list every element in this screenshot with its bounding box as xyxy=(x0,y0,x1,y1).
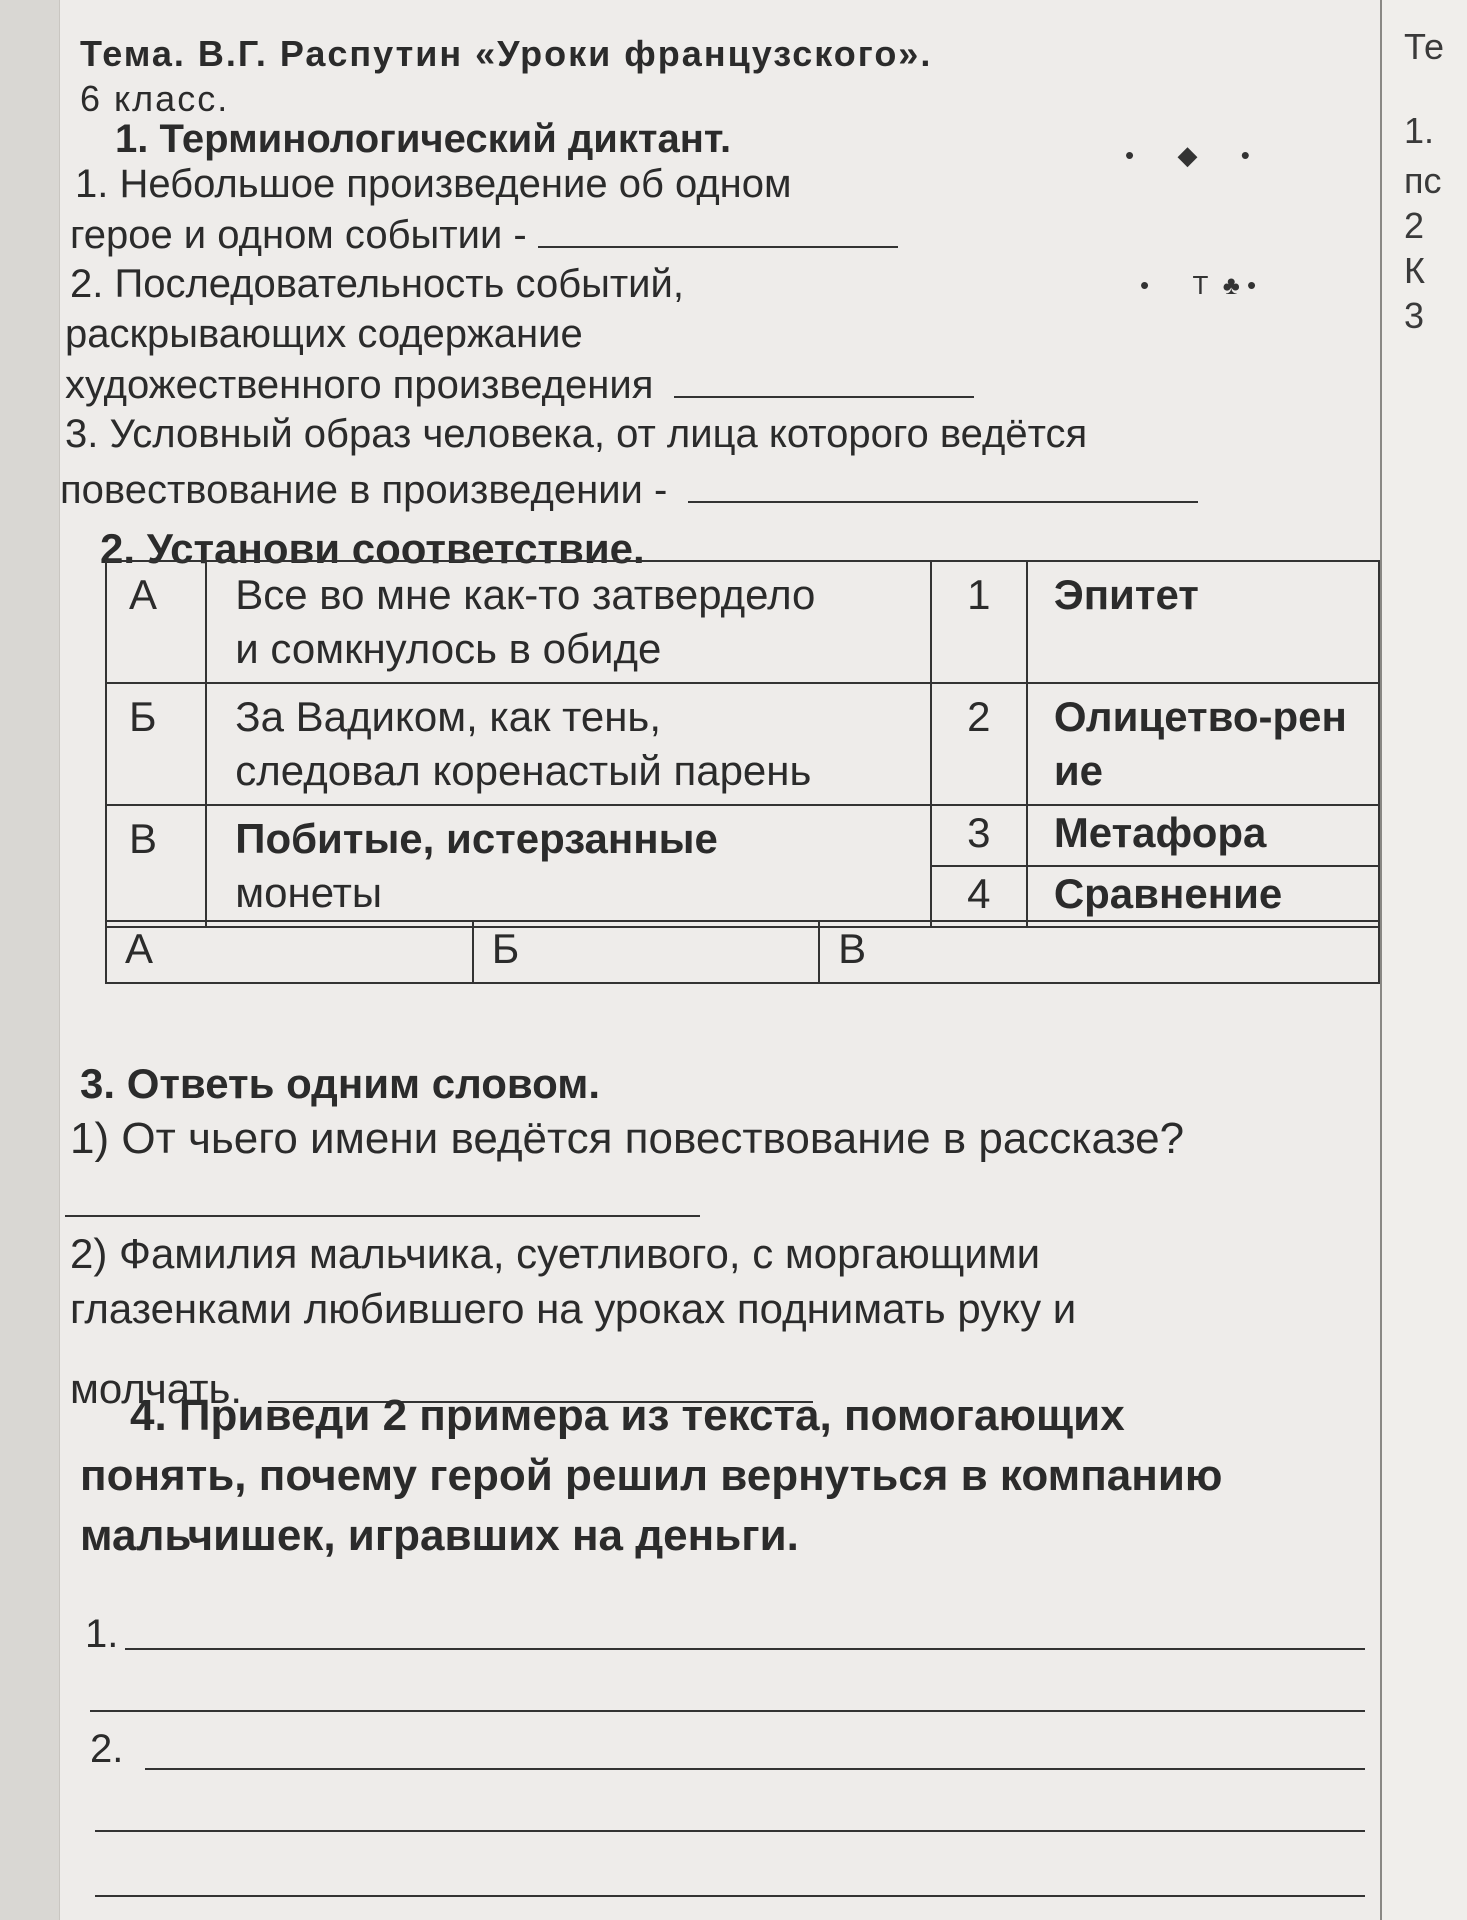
answer-blank[interactable] xyxy=(688,465,1198,503)
task1-q2-line1: 2. Последовательность событий, xyxy=(70,262,684,306)
term-label: Метафора xyxy=(1027,805,1379,866)
stray-marks: • ◆ • xyxy=(1125,140,1250,170)
task1-q1-line2: герое и одном событии - xyxy=(70,210,898,259)
term-label: Сравнение xyxy=(1027,866,1379,927)
edge-text: 3 xyxy=(1404,295,1425,336)
task1-q3-line1: 3. Условный образ человека, от лица которого ведётся xyxy=(65,412,1088,456)
task3-q2-line2: глазенками любившего на уроках поднимать руку и xyxy=(70,1285,1077,1332)
answer-line[interactable] xyxy=(90,1710,1365,1712)
row-letter: В xyxy=(106,805,206,927)
page-title: Тема. В.Г. Распутин «Уроки французского». xyxy=(80,33,933,74)
task1-heading: 1. Терминологический диктант. xyxy=(115,117,732,161)
row-text: Побитые, истерзанные монеты xyxy=(206,805,931,927)
term-label: Олицетво-рение xyxy=(1027,683,1379,805)
answer-blank[interactable] xyxy=(538,210,898,248)
term-label: Эпитет xyxy=(1027,561,1379,683)
answer-line[interactable] xyxy=(125,1648,1365,1650)
task3-q1: 1) От чьего имени ведётся повествование в рассказе? xyxy=(70,1114,1185,1163)
term-number: 4 xyxy=(931,866,1027,927)
task3-heading: 3. Ответь одним словом. xyxy=(80,1060,600,1107)
answer-line[interactable] xyxy=(145,1768,1365,1770)
answer-line[interactable] xyxy=(95,1830,1365,1832)
row-letter: Б xyxy=(106,683,206,805)
table-row xyxy=(106,921,1379,983)
answer-line[interactable] xyxy=(65,1215,700,1217)
matching-table xyxy=(105,560,1380,928)
edge-text: Те xyxy=(1404,26,1444,67)
task1-q1-line1: 1. Небольшое произведение об одном xyxy=(75,162,792,206)
task3-q2-line3: молчать. xyxy=(70,1365,813,1413)
edge-text: 2 xyxy=(1404,205,1425,246)
answer-cell-b[interactable]: Б xyxy=(473,921,819,983)
task1-q2-line2: раскрывающих содержание xyxy=(65,312,583,356)
stray-marks: • T ♣ • xyxy=(1140,270,1257,300)
term-number: 3 xyxy=(931,805,1027,866)
row-letter: А xyxy=(106,561,206,683)
task4-heading-line1: 4. Приведи 2 примера из текста, помогающих xyxy=(130,1391,1125,1440)
row-text: Все во мне как-то затвердело и сомкнулось в обиде xyxy=(206,561,931,683)
task1-q2-line3: художественного произведения xyxy=(65,360,974,409)
term-number: 1 xyxy=(931,561,1027,683)
task3-q2-line1: 2) Фамилия мальчика, суетливого, с моргающими xyxy=(70,1230,1041,1277)
task4-item1-label: 1. xyxy=(85,1612,119,1656)
adjacent-page-edge xyxy=(1380,0,1467,1920)
answer-line[interactable] xyxy=(95,1895,1365,1897)
edge-text: пс xyxy=(1404,160,1442,201)
table-row xyxy=(106,805,1379,866)
task4-item2-label: 2. xyxy=(90,1727,124,1771)
term-number: 2 xyxy=(931,683,1027,805)
grade-label: 6 класс. xyxy=(80,78,230,119)
edge-text: К xyxy=(1404,250,1425,291)
edge-text: 1. xyxy=(1404,110,1435,151)
answer-cell-a[interactable]: А xyxy=(106,921,473,983)
task4-heading-line3: мальчишек, игравших на деньги. xyxy=(80,1511,799,1560)
table-row xyxy=(106,561,1379,683)
answer-cell-v[interactable]: В xyxy=(819,921,1379,983)
table-row xyxy=(106,683,1379,805)
answer-blank[interactable] xyxy=(674,360,974,398)
task2-heading: 2. Установи соответствие. xyxy=(100,525,645,572)
answer-table xyxy=(105,920,1380,984)
task4-heading-line2: понять, почему герой решил вернуться в компанию xyxy=(80,1451,1223,1500)
row-text: За Вадиком, как тень, следовал коренастый парень xyxy=(206,683,931,805)
task1-q3-line2: повествование в произведении - xyxy=(60,465,1198,514)
